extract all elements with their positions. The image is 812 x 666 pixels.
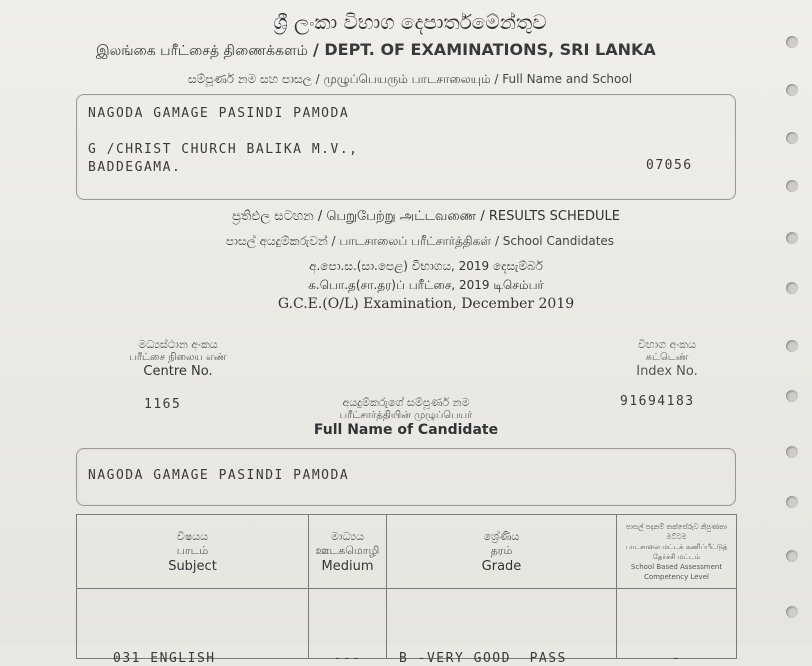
exam-english: G.C.E.(O/L) Examination, December 2019 bbox=[277, 296, 575, 312]
candidate-label-si: අයදුම්කරුගේ සම්පූර්ණ නම bbox=[342, 396, 470, 409]
index-label-en: Index No. bbox=[636, 364, 698, 379]
school-box-name: NAGODA GAMAGE PASINDI PAMODA bbox=[88, 106, 350, 121]
candidate-name: NAGODA GAMAGE PASINDI PAMODA bbox=[88, 468, 350, 483]
candidate-label-ta: பரீட்சார்த்தியின் முழுப்பெயர் bbox=[339, 410, 473, 421]
full-name-school-label: සම්පූර්ණ නම සහ පාසල / முழுப்பெயரும் பாடசாலையும் / Full Name and School bbox=[187, 72, 633, 86]
punch-hole bbox=[786, 132, 798, 144]
sba-cell bbox=[617, 589, 737, 666]
grade-header bbox=[387, 515, 617, 589]
dept-header-line bbox=[96, 40, 736, 61]
grade-value: B -VERY GOOD PASS bbox=[399, 651, 567, 666]
centre-label-ta: பரீட்சை நிலைய எண் bbox=[129, 352, 227, 363]
medium-header bbox=[309, 515, 387, 589]
grade-cell bbox=[387, 589, 617, 666]
medium-value: --- bbox=[333, 651, 362, 666]
grade-header-si: ශ්‍රේණිය bbox=[483, 529, 520, 543]
index-label-si: විභාග අංකය bbox=[638, 338, 696, 351]
punch-hole bbox=[786, 180, 798, 192]
school-line-1: G /CHRIST CHURCH BALIKA M.V., bbox=[88, 142, 359, 157]
schedule-subtitle: පාසල් අයදුම්කරුවන් / பாடசாலைப் பரீட்சார்த்திகள் / School Candidates bbox=[225, 234, 615, 248]
dept-english: / DEPT. OF EXAMINATIONS, SRI LANKA bbox=[312, 40, 656, 59]
grade-header-ta: தரம் bbox=[490, 543, 513, 557]
centre-number: 1165 bbox=[144, 397, 182, 412]
medium-header-si: මාධ්‍යය bbox=[330, 529, 365, 543]
sba-value: - bbox=[671, 651, 682, 666]
punch-hole bbox=[786, 340, 798, 352]
subject-header-ta: பாடம் bbox=[176, 543, 209, 557]
school-code: 07056 bbox=[646, 158, 693, 173]
exam-tamil: க.பொ.த(சா.தர)ப் பரீட்சை, 2019 டிசெம்பர் bbox=[308, 278, 544, 292]
table-header-row bbox=[77, 515, 737, 589]
candidate-label-en: Full Name of Candidate bbox=[313, 422, 499, 438]
sba-header-ta: பாடசாலை மட்டக் கணிப்பீட்டுத் தேர்ச்சி மட்டம் bbox=[625, 542, 728, 561]
punch-hole bbox=[786, 550, 798, 562]
punch-hole bbox=[786, 282, 798, 294]
index-number: 91694183 bbox=[620, 394, 695, 409]
punch-hole bbox=[786, 446, 798, 458]
dept-tamil: இலங்கை பரீட்சைத் திணைக்களம் bbox=[96, 43, 308, 59]
medium-cell bbox=[309, 589, 387, 666]
index-label bbox=[572, 338, 762, 379]
table-row bbox=[77, 589, 737, 659]
centre-label-si: මධ්‍යස්ථාන අංකය bbox=[138, 338, 218, 351]
subject-header-si: විෂයය bbox=[176, 529, 209, 543]
punch-hole bbox=[786, 84, 798, 96]
grade-header-en: Grade bbox=[481, 558, 522, 574]
sba-header bbox=[617, 515, 737, 589]
subject-value: 031 ENGLISH bbox=[113, 651, 216, 666]
punch-hole bbox=[786, 606, 798, 618]
medium-header-en: Medium bbox=[321, 558, 374, 574]
centre-label-en: Centre No. bbox=[143, 364, 213, 379]
school-line-2: BADDEGAMA. bbox=[88, 160, 182, 175]
subject-header-en: Subject bbox=[168, 558, 217, 574]
candidate-label bbox=[296, 396, 516, 438]
sba-header-si: පාසල් පදනම් තක්සේරුව නිපුණතා මට්ටම bbox=[626, 522, 727, 541]
index-label-ta: சுட்டெண் bbox=[645, 352, 689, 363]
results-table bbox=[76, 514, 737, 666]
medium-header-ta: ஊடகமொழி bbox=[315, 543, 380, 557]
schedule-title: ප්‍රතිඵල සටහන / பெறுபேற்று அட்டவணை / RESULTS SCHEDULE bbox=[232, 209, 620, 224]
subject-cell bbox=[77, 589, 309, 666]
dept-sinhala: ශ්‍රී ලංකා විභාග දෙපාර්තමේන්තුව bbox=[273, 10, 547, 34]
subject-header bbox=[77, 515, 309, 589]
sba-header-en: School Based Assessment Competency Level bbox=[630, 562, 723, 581]
punch-hole bbox=[786, 232, 798, 244]
centre-label bbox=[88, 338, 268, 379]
punch-hole bbox=[786, 36, 798, 48]
punch-hole bbox=[786, 496, 798, 508]
exam-sinhala: අ.පො.ස.(සා.පෙළ) විභාගය, 2019 දෙසැම්බර් bbox=[309, 259, 543, 273]
punch-hole bbox=[786, 390, 798, 402]
